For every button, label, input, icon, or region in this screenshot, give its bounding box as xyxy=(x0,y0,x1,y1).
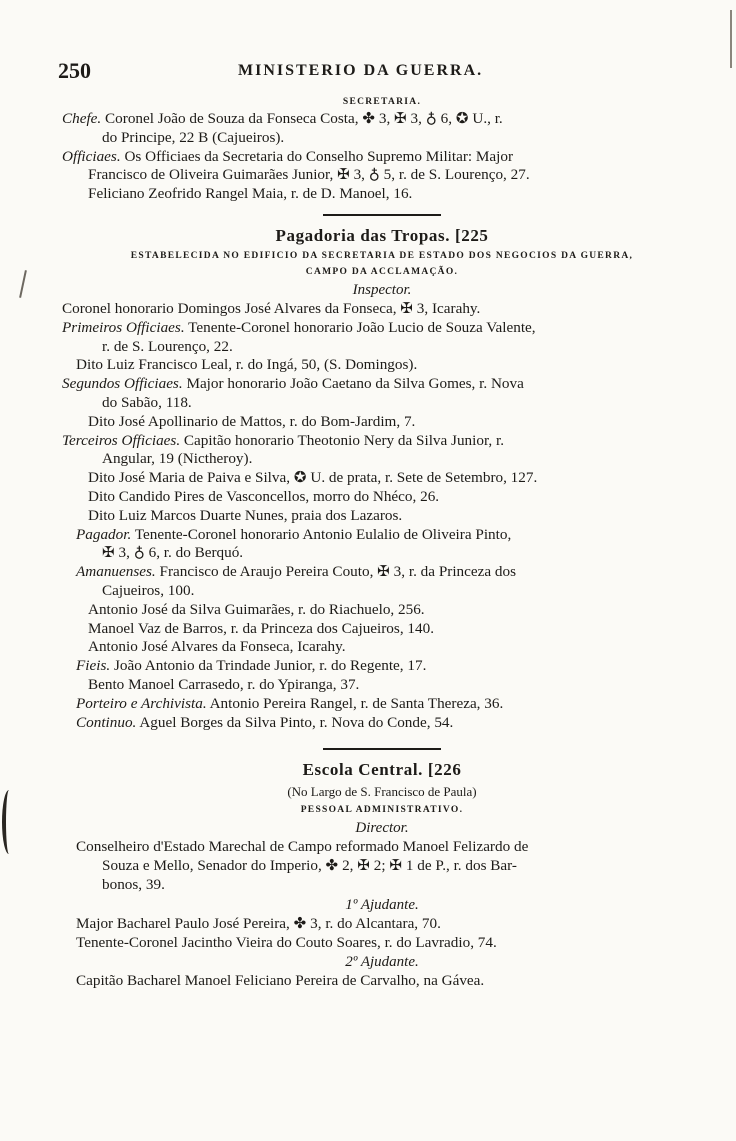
entry-role: Segundos Officiaes. xyxy=(62,375,183,393)
entry-line xyxy=(62,638,702,657)
entry-role: Continuo. xyxy=(76,713,137,731)
section-subtitle: (No Largo de S. Francisco de Paula) xyxy=(287,784,477,800)
entry-text: Major honorario João Caetano da Silva Gomes, r. Nova xyxy=(186,375,524,393)
entry-text: Angular, 19 (Nictheroy). xyxy=(102,450,253,468)
entry-line xyxy=(62,507,702,526)
entry-text: r. de S. Lourenço, 22. xyxy=(102,337,233,355)
entry-role: Porteiro e Archivista. xyxy=(76,694,207,712)
section-title-escola xyxy=(62,758,702,782)
entry-text: Dito José Maria de Paiva e Silva, ✪ U. de prata, r. Sete de Setembro, 127. xyxy=(88,469,538,487)
entry-line xyxy=(62,695,702,714)
entry-line xyxy=(62,601,702,620)
section-subtitle: CAMPO DA ACCLAMAÇÃO. xyxy=(305,266,459,277)
entry-text: Antonio Pereira Rangel, r. de Santa Thereza, 36. xyxy=(209,694,504,712)
entry-role: Primeiros Officiaes. xyxy=(62,318,185,336)
entry-text: do Principe, 22 B (Cajueiros). xyxy=(102,128,285,146)
entry-line xyxy=(62,110,702,129)
entry-text: Dito Luiz Francisco Leal, r. do Ingá, 50, (S. Domingos). xyxy=(76,356,418,374)
entry-line: Souza e Mello, Senador do Imperio, ✤ 2, ✠ 2; ✠ 1 de P., r. dos Bar- xyxy=(102,857,517,875)
entry-line xyxy=(62,544,702,563)
entry-text: Bento Manoel Carrasedo, r. do Ypiranga, 37. xyxy=(88,675,360,693)
entry-text: Manoel Vaz de Barros, r. da Princeza dos Cajueiros, 140. xyxy=(88,619,434,637)
entry-line xyxy=(62,375,702,394)
entry-text: Dito Candido Pires de Vasconcellos, morro do Nhéco, 26. xyxy=(88,487,440,505)
entry-text: Antonio José Alvares da Fonseca, Icarahy. xyxy=(88,638,346,656)
entry-line xyxy=(62,394,702,413)
entry-text: Aguel Borges da Silva Pinto, r. Nova do Conde, 54. xyxy=(139,713,454,731)
entry-text: Tenente-Coronel honorario Antonio Eulalio de Oliveira Pinto, xyxy=(134,525,512,543)
entry-text: Dito Luiz Marcos Duarte Nunes, praia dos Lazaros. xyxy=(88,506,403,524)
entry-line xyxy=(62,432,702,451)
ajudante-1-label: 1º Ajudante. xyxy=(345,896,419,913)
entry-line xyxy=(62,185,702,204)
section-title-text: Pagadoria das Tropas. xyxy=(275,225,451,245)
entry-text: Capitão honorario Theotonio Nery da Silva Junior, r. xyxy=(183,431,505,449)
entry-role: Officiaes. xyxy=(62,147,121,165)
entry-text: ✠ 3, ♁ 6, r. do Berquó. xyxy=(102,544,244,562)
entry-line xyxy=(62,129,702,148)
entry-text: Feliciano Zeofrido Rangel Maia, r. de D. Manoel, 16. xyxy=(88,185,413,203)
entry-role: Chefe. xyxy=(62,110,102,127)
entry-text: Os Officiaes da Secretaria do Conselho Supremo Militar: Major xyxy=(124,147,514,165)
page-edge-mark xyxy=(730,10,732,68)
margin-mark xyxy=(19,270,27,298)
running-head: MINISTERIO DA GUERRA. xyxy=(238,62,484,79)
entry-line xyxy=(62,676,702,695)
entry-line xyxy=(62,450,702,469)
entry-line: Conselheiro d'Estado Marechal de Campo reformado Manoel Felizardo de xyxy=(76,838,529,856)
entry-text: Francisco de Araujo Pereira Couto, ✠ 3, r. da Princeza dos xyxy=(159,563,516,581)
entry-role: Fieis. xyxy=(76,657,111,675)
entry-text: Antonio José da Silva Guimarães, r. do Riachuelo, 256. xyxy=(88,600,425,618)
entry-text: Dito José Apollinario de Mattos, r. do Bom-Jardim, 7. xyxy=(88,412,416,430)
director-label: Director. xyxy=(355,820,409,837)
entry-text: João Antonio da Trindade Junior, r. do Regente, 17. xyxy=(113,657,427,675)
entry-line xyxy=(62,714,702,733)
entry-line xyxy=(62,620,702,639)
ajudante-2-label: 2º Ajudante. xyxy=(345,954,419,971)
entry-text: Coronel honorario Domingos José Alvares da Fonseca, ✠ 3, Icarahy. xyxy=(62,299,481,317)
page-number: 250 xyxy=(58,58,91,83)
section-subtitle: PESSOAL ADMINISTRATIVO. xyxy=(300,805,464,816)
entry-line: Major Bacharel Paulo José Pereira, ✤ 3, r. do Alcantara, 70. xyxy=(76,914,441,932)
entry-line xyxy=(62,657,702,676)
entry-text: Cajueiros, 100. xyxy=(102,581,195,599)
entry-role: Terceiros Officiaes. xyxy=(62,431,181,449)
page-header xyxy=(58,58,700,82)
entry-role: Amanuenses. xyxy=(76,563,156,581)
entry-line: Capitão Bacharel Manoel Feliciano Pereira de Carvalho, na Gávea. xyxy=(76,972,485,990)
entry-text: do Sabão, 118. xyxy=(102,393,192,411)
entry-text: Tenente-Coronel honorario João Lucio de Souza Valente, xyxy=(188,318,536,336)
entry-line xyxy=(62,488,702,507)
entry-line xyxy=(62,356,702,375)
inspector-label: Inspector. xyxy=(352,281,412,298)
section-number: [225 xyxy=(454,225,489,245)
entry-line: bonos, 39. xyxy=(102,875,165,893)
entry-line xyxy=(62,338,702,357)
section-title-text: Escola Central. xyxy=(302,760,423,780)
entry-line xyxy=(62,413,702,432)
page-content xyxy=(62,94,702,991)
binding-mark xyxy=(2,790,16,854)
section-title-pagadoria xyxy=(62,224,702,248)
entry-line xyxy=(62,469,702,488)
section-title-secretaria: SECRETARIA. xyxy=(342,97,422,107)
entry-line xyxy=(62,526,702,545)
section-divider xyxy=(323,214,441,216)
entry-line xyxy=(62,300,702,319)
entry-role: Pagador. xyxy=(76,525,132,543)
entry-line xyxy=(62,319,702,338)
entry-line xyxy=(62,582,702,601)
entry-line: Tenente-Coronel Jacintho Vieira do Couto Soares, r. do Lavradio, 74. xyxy=(76,933,497,951)
section-divider xyxy=(323,748,441,750)
entry-line xyxy=(62,563,702,582)
entry-line xyxy=(62,148,702,167)
entry-line xyxy=(62,166,702,185)
entry-text: Francisco de Oliveira Guimarães Junior, ✠ 3, ♁ 5, r. de S. Lourenço, 27. xyxy=(88,166,530,184)
section-number: [226 xyxy=(427,760,462,780)
entry-text: Coronel João de Souza da Fonseca Costa, ✤ 3, ✠ 3, ♁ 6, ✪ U., r. xyxy=(105,110,503,127)
section-subtitle: ESTABELECIDA NO EDIFICIO DA SECRETARIA DE ESTADO DOS NEGOCIOS DA GUERRA, xyxy=(130,250,634,261)
